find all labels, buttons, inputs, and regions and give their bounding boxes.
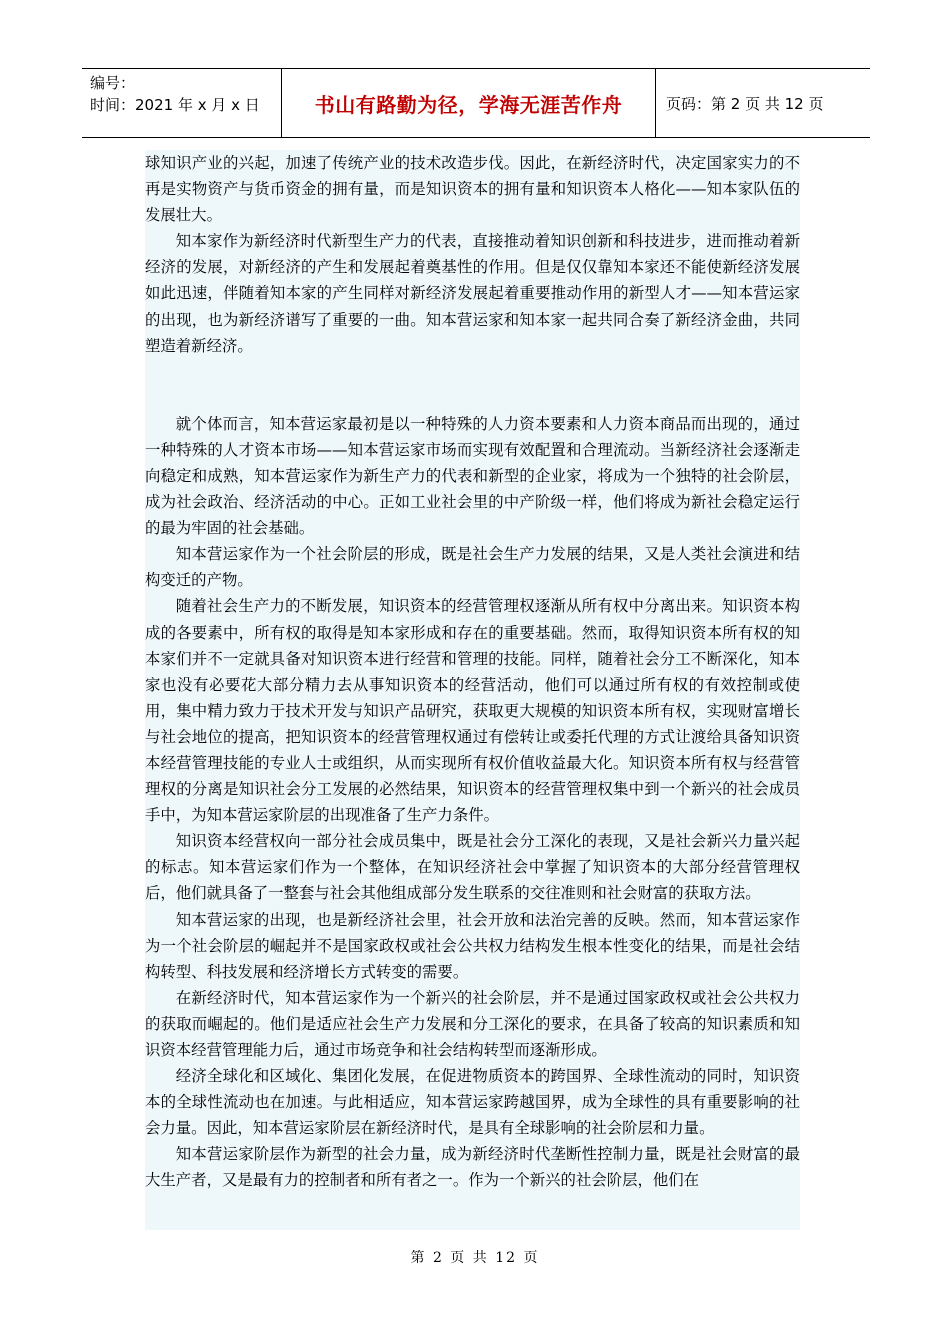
paragraph: 随着社会生产力的不断发展，知识资本的经营管理权逐渐从所有权中分离出来。知识资本构成的各要素中，所有权的取得是知本家形成和存在的重要基础。然而，取得知识资本所有权的知本家们并不一定就具备对知识资本进行经营和管理的技能。同样，随着社会分工不断深化，知本家也没有必要花大部分精力去从事知识资本的经营活动，他们可以通过所有权的有效控制或使用，集中精力致力于技术开发与知识产品研究，获取更大规模的知识资本所有权，实现财富增长与社会地位的提高，把知识资本的经营管理权通过有偿转让或委托代理的方式让渡给具备知识资本经营管理技能的专业人士或组织，从而实现所有权价值收益最大化。知识资本所有权与经营管理权的分离是知识社会分工发展的必然结果，知识资本的经营管理权集中到一个新兴的社会成员手中，为知本营运家阶层的出现准备了生产力条件。 [145, 597, 800, 825]
document-number-label: 编号： [90, 74, 136, 92]
paragraph: 知本营运家的出现，也是新经济社会里，社会开放和法治完善的反映。然而，知本营运家作为一个社会阶层的崛起并不是国家政权或社会公共权力结构发生根本性变化的结果，而是社会结构转型、科技发展和经济增长方式转变的需要。 [145, 910, 800, 981]
body-content [145, 150, 800, 1230]
paragraph-gap [145, 359, 800, 411]
header-page-code: 页码：第 2 页 共 12 页 [666, 94, 824, 113]
paragraph: 知本营运家阶层作为新型的社会力量，成为新经济时代垄断性控制力量，既是社会财富的最大生产者，又是最有力的控制者和所有者之一。作为一个新兴的社会阶层，他们在 [145, 1145, 800, 1190]
page-header [82, 68, 870, 138]
paragraph: 知识资本经营权向一部分社会成员集中，既是社会分工深化的表现，又是社会新兴力量兴起的标志。知本营运家们作为一个整体，在知识经济社会中掌握了知识资本的大部分经营管理权后，他们就具备了一整套与社会其他组成部分发生联系的交往准则和社会财富的获取方法。 [145, 832, 800, 903]
header-meta [82, 69, 282, 137]
header-page-code-cell [656, 69, 870, 137]
paragraph: 经济全球化和区域化、集团化发展，在促进物质资本的跨国界、全球性流动的同时，知识资本的全球性流动也在加速。与此相适应，知本营运家跨越国界，成为全球性的具有重要影响的社会力量。因此，知本营运家阶层在新经济时代，是具有全球影响的社会阶层和力量。 [145, 1067, 800, 1138]
footer-page-number: 第 2 页 共 12 页 [410, 1250, 540, 1266]
paragraph: 在新经济时代，知本营运家作为一个新兴的社会阶层，并不是通过国家政权或社会公共权力的获取而崛起的。他们是适应社会生产力发展和分工深化的要求，在具备了较高的知识素质和知识资本经营管理能力后，通过市场竞争和社会结构转型而逐渐形成。 [145, 988, 800, 1059]
paragraph-continued: 球知识产业的兴起，加速了传统产业的技术改造步伐。因此，在新经济时代，决定国家实力的不再是实物资产与货币资金的拥有量，而是知识资本的拥有量和知识资本人格化——知本家队伍的发展壮大。 [145, 154, 800, 225]
header-motto: 书山有路勤为径，学海无涯苦作舟 [314, 92, 623, 117]
header-motto-cell [282, 69, 656, 137]
paragraph: 就个体而言，知本营运家最初是以一种特殊的人力资本要素和人力资本商品而出现的，通过一种特殊的人才资本市场——知本营运家市场而实现有效配置和合理流动。当新经济社会逐渐走向稳定和成熟，知本营运家作为新生产力的代表和新型的企业家，将成为一个独特的社会阶层，成为社会政治、经济活动的中心。正如工业社会里的中产阶级一样，他们将成为新社会稳定运行的最为牢固的社会基础。 [145, 414, 800, 538]
paragraph: 知本家作为新经济时代新型生产力的代表，直接推动着知识创新和科技进步，进而推动着新经济的发展，对新经济的产生和发展起着奠基性的作用。但是仅仅靠知本家还不能使新经济发展如此迅速，伴随着知本家的产生同样对新经济发展起着重要推动作用的新型人才——知本营运家的出现，也为新经济谱写了重要的一曲。知本营运家和知本家一起共同合奏了新经济金曲，共同塑造着新经济。 [145, 232, 800, 355]
document-date: 时间：2021 年 x 月 x 日 [90, 96, 260, 114]
page-footer [0, 1247, 950, 1267]
paragraph: 知本营运家作为一个社会阶层的形成，既是社会生产力发展的结果，又是人类社会演进和结构变迁的产物。 [145, 545, 800, 590]
